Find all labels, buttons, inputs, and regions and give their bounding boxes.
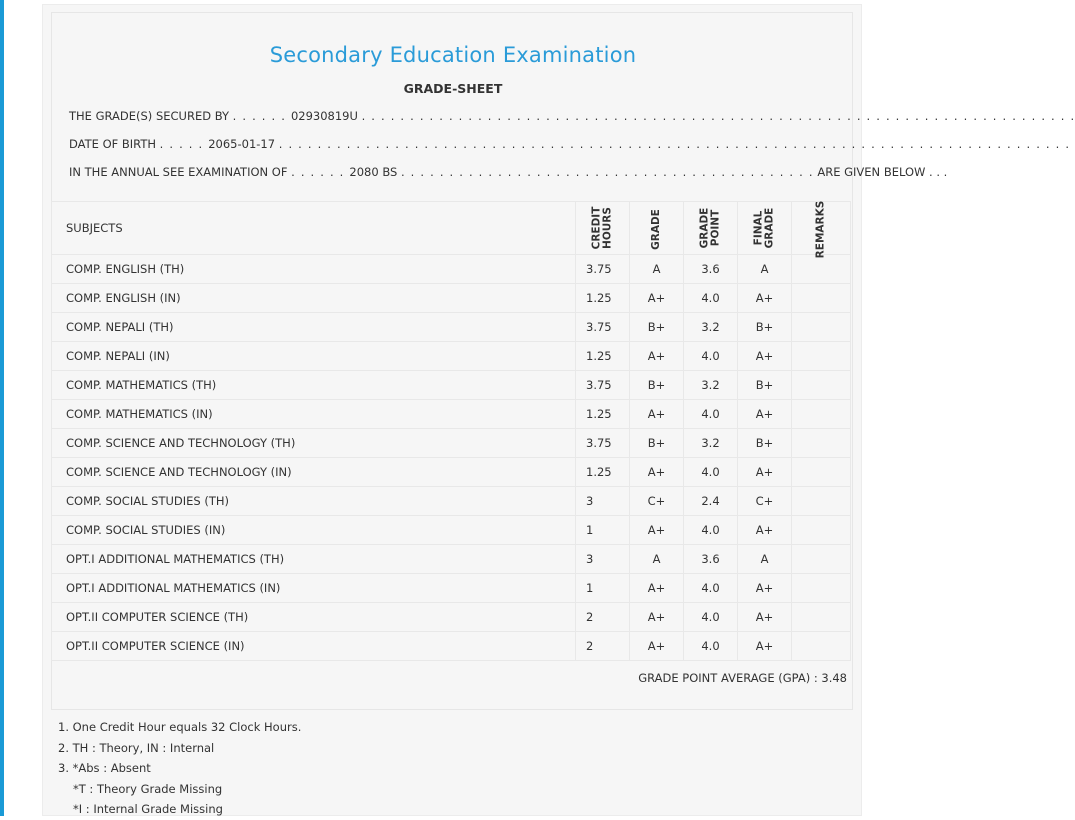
subject-cell: COMP. NEPALI (TH) [52, 313, 576, 342]
final-grade-cell: B+ [738, 429, 792, 458]
leader-dots: . . . . . . . . . . . . . . . . . . . . . . . . . . . . . . . . . . . . . . . . . . . . . . . . . . . . . . . . . . . . . . . . . . . . . . . . . . . . . . . . . . [278, 137, 1071, 151]
subject-cell: COMP. MATHEMATICS (IN) [52, 400, 576, 429]
final-grade-cell: A+ [738, 632, 792, 661]
grade-row [52, 429, 851, 458]
credit-hours-cell: 3.75 [576, 313, 630, 342]
subject-cell: OPT.II COMPUTER SCIENCE (TH) [52, 603, 576, 632]
header-grade-point: GRADE POINT [684, 202, 738, 255]
grades-table-body [52, 255, 851, 661]
remarks-cell [792, 313, 851, 342]
grades-table [51, 201, 851, 661]
credit-hours-cell: 2 [576, 632, 630, 661]
exam-year: 2080 BS [349, 165, 398, 179]
grade-row [52, 545, 851, 574]
grade-cell: A+ [630, 603, 684, 632]
gpa-label: GRADE POINT AVERAGE (GPA) : [638, 671, 818, 685]
remarks-cell [792, 545, 851, 574]
grade-point-cell: 3.6 [684, 545, 738, 574]
subject-cell: COMP. SCIENCE AND TECHNOLOGY (TH) [52, 429, 576, 458]
grade-row [52, 284, 851, 313]
header-remarks: REMARKS [792, 202, 851, 255]
header-grade: GRADE [630, 202, 684, 255]
grade-point-cell: 4.0 [684, 574, 738, 603]
final-grade-cell: B+ [738, 371, 792, 400]
exam-line [69, 165, 947, 179]
leader-dots: . . . . . . . . . . . . . . . . . . . . . . . . . . . . . . . . . . . . . . . . . . . . . . . . . . . . . . . . . . . . . . . . . . . . . . . . . . [361, 109, 1075, 123]
page-accent-bar [0, 0, 4, 816]
grade-row [52, 371, 851, 400]
grade-row [52, 342, 851, 371]
grade-point-cell: 3.6 [684, 255, 738, 284]
footnotes [58, 717, 301, 820]
credit-hours-cell: 2 [576, 603, 630, 632]
grade-point-cell: 3.2 [684, 429, 738, 458]
final-grade-cell: A+ [738, 284, 792, 313]
final-grade-cell: C+ [738, 487, 792, 516]
grade-point-cell: 4.0 [684, 632, 738, 661]
grade-cell: A+ [630, 458, 684, 487]
grade-point-cell: 4.0 [684, 516, 738, 545]
subject-cell: COMP. ENGLISH (TH) [52, 255, 576, 284]
credit-hours-cell: 3 [576, 545, 630, 574]
header-final-grade: FINAL GRADE [738, 202, 792, 255]
final-grade-cell: A+ [738, 400, 792, 429]
remarks-cell [792, 342, 851, 371]
subject-cell: COMP. SOCIAL STUDIES (TH) [52, 487, 576, 516]
grade-row [52, 632, 851, 661]
grade-row [52, 255, 851, 284]
gpa-summary [638, 671, 847, 685]
grade-point-cell: 4.0 [684, 458, 738, 487]
grade-point-cell: 4.0 [684, 284, 738, 313]
grade-cell: B+ [630, 371, 684, 400]
remarks-cell [792, 632, 851, 661]
grade-cell: A+ [630, 516, 684, 545]
grade-point-cell: 4.0 [684, 603, 738, 632]
grade-cell: A+ [630, 574, 684, 603]
remarks-cell [792, 458, 851, 487]
subject-cell: COMP. MATHEMATICS (TH) [52, 371, 576, 400]
leader-dots: . . . . . . [232, 109, 291, 123]
remarks-cell [792, 487, 851, 516]
grade-cell: A [630, 255, 684, 284]
grade-cell: C+ [630, 487, 684, 516]
grade-row [52, 487, 851, 516]
grade-row [52, 516, 851, 545]
subject-cell: COMP. ENGLISH (IN) [52, 284, 576, 313]
grade-cell: A+ [630, 400, 684, 429]
remarks-cell [792, 284, 851, 313]
final-grade-cell: A [738, 545, 792, 574]
credit-hours-cell: 1.25 [576, 458, 630, 487]
grade-row [52, 458, 851, 487]
credit-hours-cell: 3 [576, 487, 630, 516]
footnote: 2. TH : Theory, IN : Internal [58, 740, 215, 755]
grade-point-cell: 3.2 [684, 371, 738, 400]
remarks-cell [792, 429, 851, 458]
grade-cell: A+ [630, 284, 684, 313]
final-grade-cell: A+ [738, 342, 792, 371]
remarks-cell [792, 603, 851, 632]
grade-sheet-heading: GRADE-SHEET [403, 81, 503, 96]
footnote: 3. *Abs : Absent [58, 761, 151, 775]
leader-dots: . . . . . . [291, 165, 350, 179]
subject-cell: COMP. NEPALI (IN) [52, 342, 576, 371]
grade-point-cell: 3.2 [684, 313, 738, 342]
remarks-cell [792, 574, 851, 603]
secured-by-label: THE GRADE(S) SECURED BY [69, 109, 230, 123]
final-grade-cell: A+ [738, 603, 792, 632]
grade-cell: B+ [630, 313, 684, 342]
secured-by-line [69, 109, 1075, 123]
subject-cell: COMP. SCIENCE AND TECHNOLOGY (IN) [52, 458, 576, 487]
grades-table-header [52, 202, 851, 255]
grade-point-cell: 4.0 [684, 400, 738, 429]
credit-hours-cell: 1.25 [576, 342, 630, 371]
grade-cell: B+ [630, 429, 684, 458]
final-grade-cell: A [738, 255, 792, 284]
gpa-value: 3.48 [821, 671, 847, 685]
final-grade-cell: A+ [738, 458, 792, 487]
exam-label: IN THE ANNUAL SEE EXAMINATION OF [69, 165, 288, 179]
grade-row [52, 400, 851, 429]
exam-suffix: ARE GIVEN BELOW . . . [817, 165, 948, 179]
leader-dots: . . . . . . . . . . . . . . . . . . . . . . . . . . . . . . . . . . . . . . . . . . . [400, 165, 814, 179]
grade-cell: A+ [630, 342, 684, 371]
credit-hours-cell: 3.75 [576, 371, 630, 400]
dob-label: DATE OF BIRTH [69, 137, 157, 151]
symbol-number: 02930819U [290, 109, 358, 123]
credit-hours-cell: 3.75 [576, 255, 630, 284]
subject-cell: COMP. SOCIAL STUDIES (IN) [52, 516, 576, 545]
grade-row [52, 313, 851, 342]
grade-row [52, 603, 851, 632]
exam-title: Secondary Education Examination [269, 43, 637, 67]
credit-hours-cell: 3.75 [576, 429, 630, 458]
final-grade-cell: B+ [738, 313, 792, 342]
footnote: *I : Internal Grade Missing [73, 802, 223, 816]
dob-line [69, 137, 1070, 151]
dob-value: 2065-01-17 [208, 137, 276, 151]
grade-sheet [42, 4, 1075, 816]
final-grade-cell: A+ [738, 574, 792, 603]
subject-cell: OPT.I ADDITIONAL MATHEMATICS (TH) [52, 545, 576, 574]
grade-cell: A+ [630, 632, 684, 661]
remarks-cell [792, 400, 851, 429]
grade-cell: A [630, 545, 684, 574]
remarks-cell [792, 255, 851, 284]
leader-dots: . . . . . [159, 137, 209, 151]
header-credit-hours: CREDIT HOURS [576, 202, 630, 255]
credit-hours-cell: 1.25 [576, 400, 630, 429]
grade-row [52, 574, 851, 603]
footnote: *T : Theory Grade Missing [73, 781, 223, 796]
remarks-cell [792, 371, 851, 400]
grade-point-cell: 2.4 [684, 487, 738, 516]
subject-cell: OPT.II COMPUTER SCIENCE (IN) [52, 632, 576, 661]
credit-hours-cell: 1.25 [576, 284, 630, 313]
grade-point-cell: 4.0 [684, 342, 738, 371]
footnote: 1. One Credit Hour equals 32 Clock Hours. [58, 720, 302, 734]
final-grade-cell: A+ [738, 516, 792, 545]
remarks-cell [792, 516, 851, 545]
credit-hours-cell: 1 [576, 516, 630, 545]
credit-hours-cell: 1 [576, 574, 630, 603]
subject-cell: OPT.I ADDITIONAL MATHEMATICS (IN) [52, 574, 576, 603]
header-subjects: SUBJECTS [52, 202, 576, 255]
